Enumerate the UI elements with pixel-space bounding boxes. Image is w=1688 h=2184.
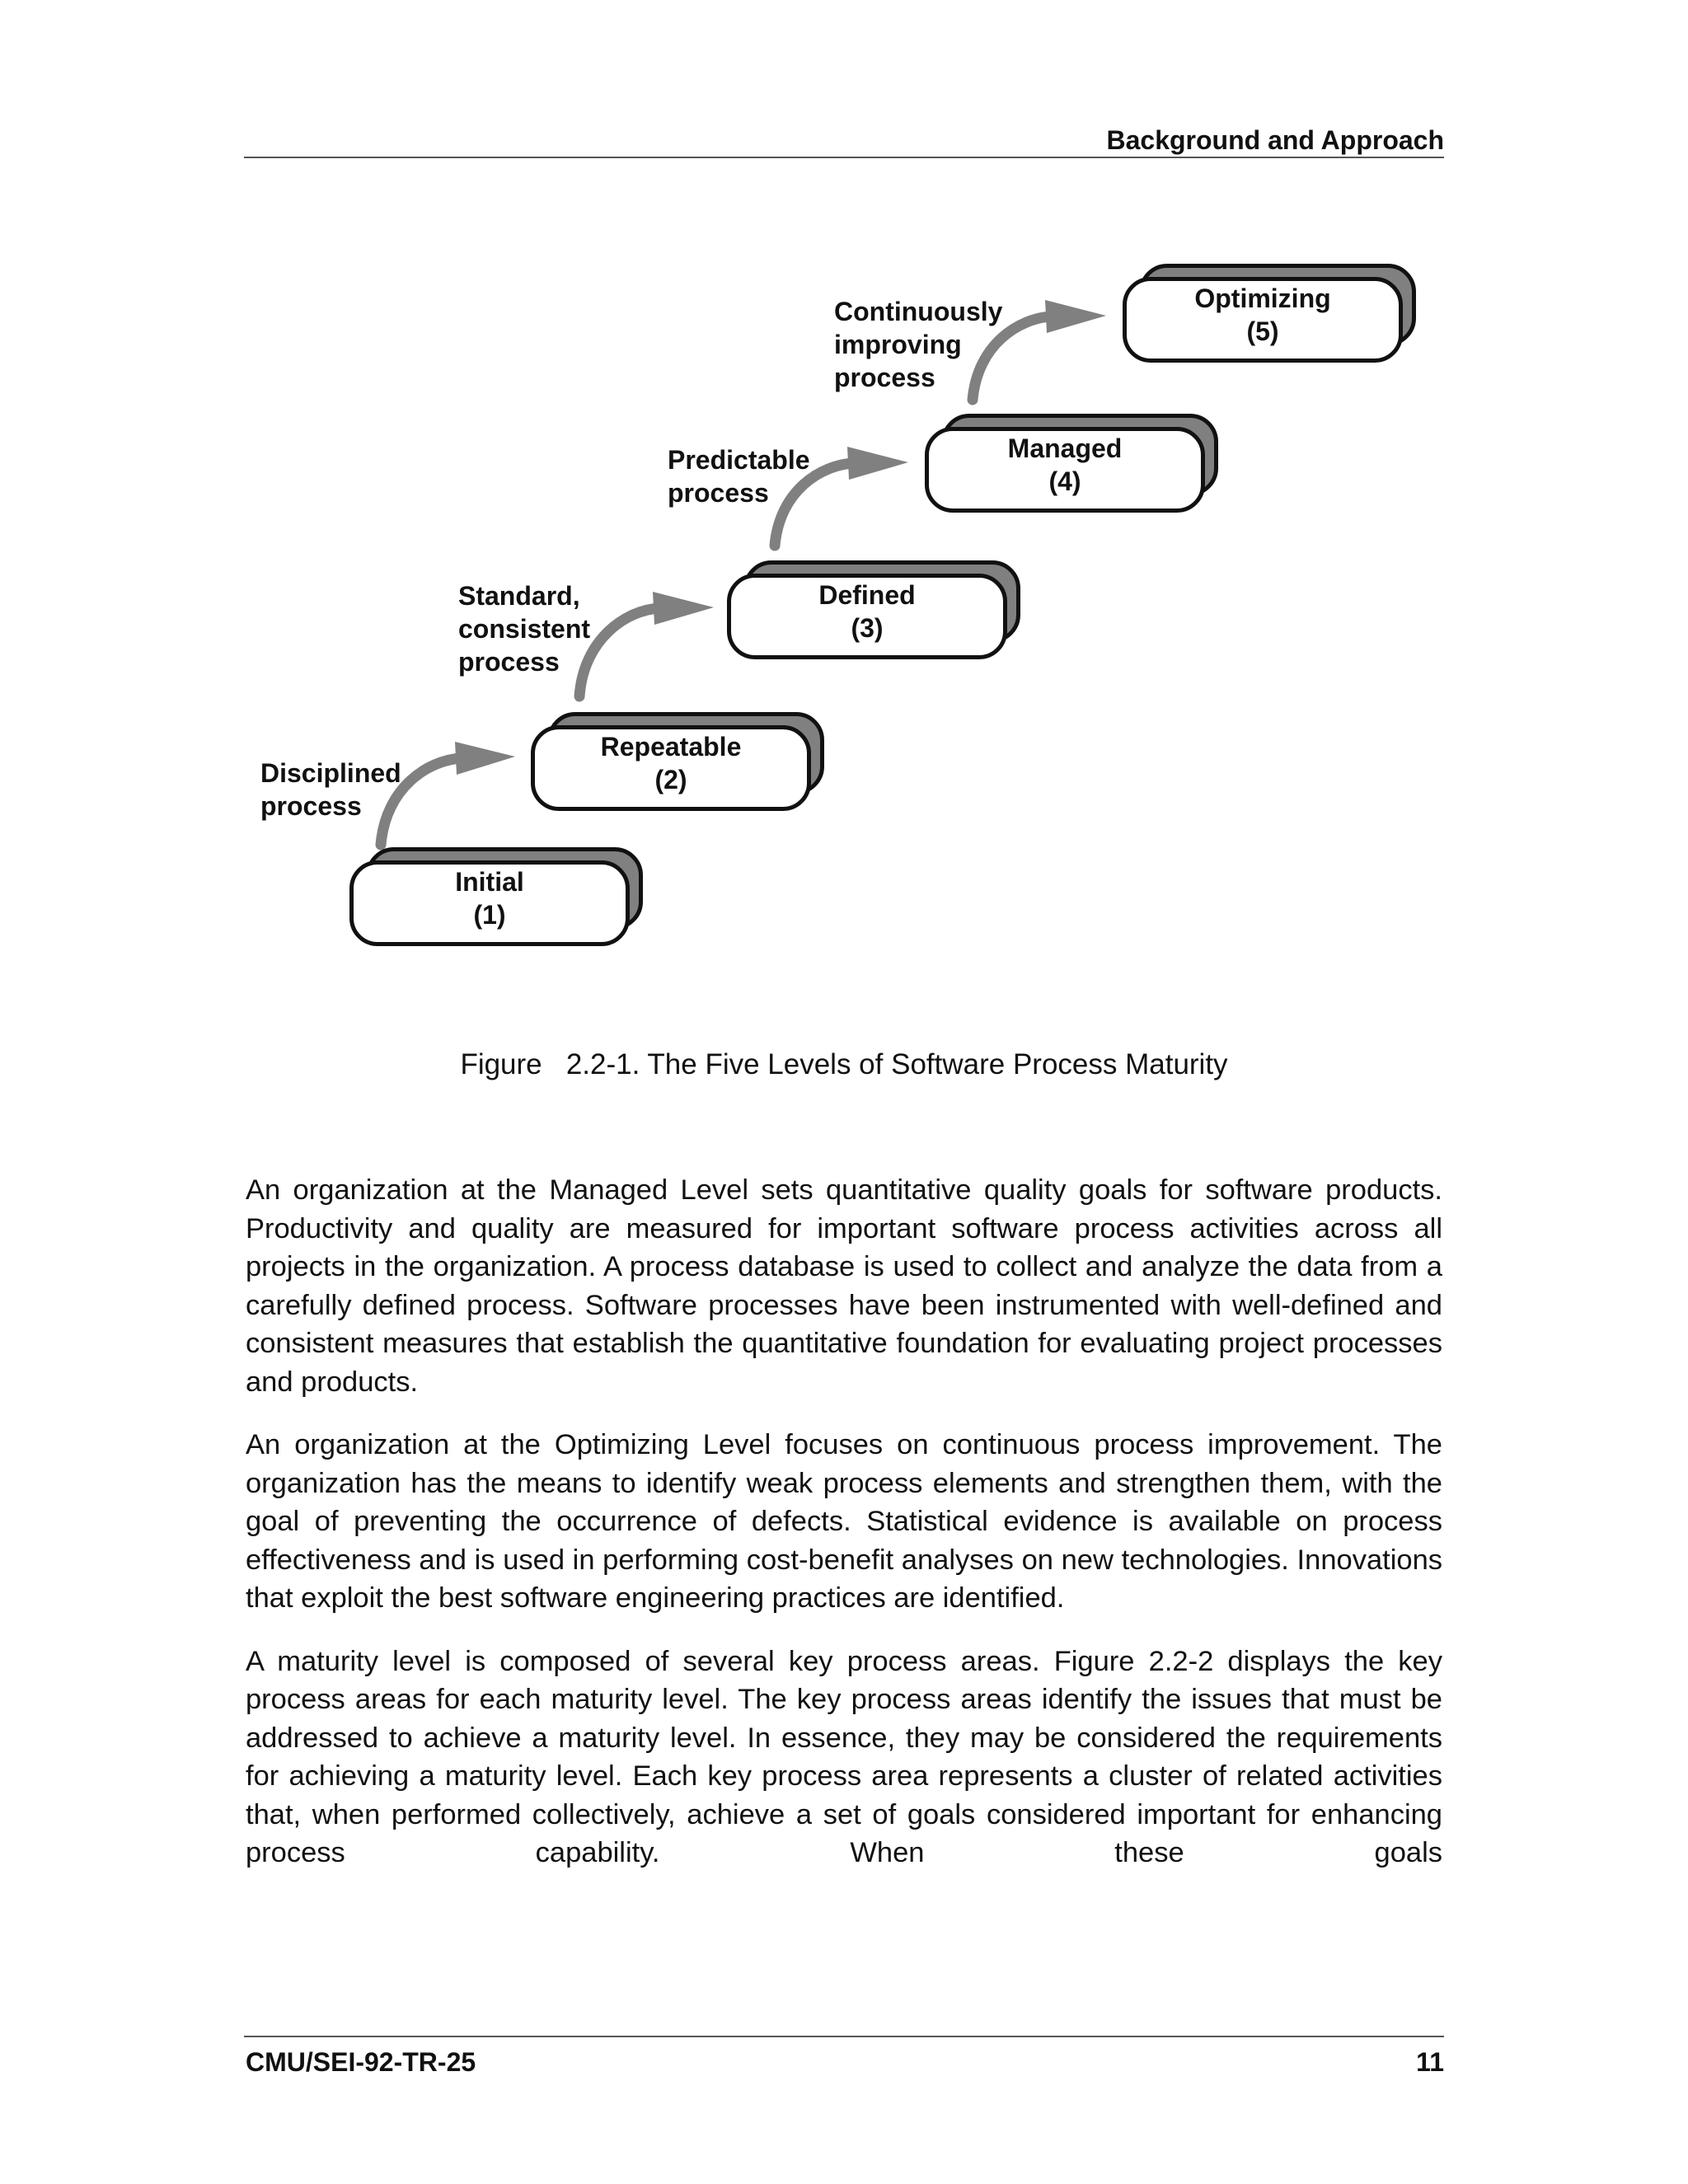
level-number: (3) xyxy=(851,613,884,643)
arrow-2-to-3 xyxy=(579,608,659,696)
level-name: Optimizing xyxy=(1194,284,1331,313)
paragraph: A maturity level is composed of several key process areas. Figure 2.2-2 displays the key process areas for each maturity level. The key process areas identify the issues that must be addressed to achieve a maturity level. In essence, they may be considered the requirements for achieving a maturity level. Each key process area represents a cluster of related activities that, when performed collectively, achieve a set of goals considered important for enhancing process capability. When these goals xyxy=(246,1645,1442,1868)
level-name: Managed xyxy=(1007,434,1123,463)
transition-label-predictable: Predictable process xyxy=(668,445,810,508)
maturity-level-initial xyxy=(349,860,630,946)
figure-caption: Figure 2.2-1. The Five Levels of Software Process Maturity xyxy=(460,1048,1228,1080)
level-number: (2) xyxy=(654,765,687,794)
arrowhead-4-to-5 xyxy=(1045,300,1106,333)
transition-label-standard: Standard, consistent process xyxy=(458,581,591,677)
transition-label-continuously: Continuously improving process xyxy=(834,297,1003,392)
arrowhead-3-to-4 xyxy=(847,447,908,480)
level-name: Initial xyxy=(455,867,524,897)
maturity-level-repeatable xyxy=(531,725,811,811)
transition-label-disciplined: Disciplined process xyxy=(260,758,401,821)
maturity-levels-figure xyxy=(0,0,1688,1038)
level-name: Defined xyxy=(818,580,916,610)
level-number: (4) xyxy=(1048,466,1081,496)
page-number: 11 xyxy=(1416,2047,1444,2077)
level-name: Repeatable xyxy=(600,732,742,762)
footer-rule xyxy=(244,2036,1444,2037)
transition-arrows xyxy=(0,0,1688,1038)
maturity-level-optimizing xyxy=(1123,277,1403,363)
paragraph: An organization at the Managed Level sets quantitative quality goals for software products. Productivity and quality are measured for important software process activities across all projects in the organization. A process database is used to collect and analyze the data from a carefully defined process. Software processes have been instrumented with well-defined and consistent measures that establish the quantitative foundation for evaluating project processes and products. xyxy=(246,1174,1442,1398)
running-head: Background and Approach xyxy=(1106,125,1444,155)
arrowhead-2-to-3 xyxy=(653,592,714,625)
maturity-level-defined xyxy=(727,574,1007,659)
paragraph: An organization at the Optimizing Level focuses on continuous process improvement. The organization has the means to identify weak process elements and strengthen them, with the goal of preventing the occurrence of defects. Statistical evidence is available on process effectiveness and is used in performing cost-benefit analyses on new technologies. Innovations that exploit the best software engineering practices are identified. xyxy=(246,1429,1442,1614)
body-text xyxy=(246,1171,1442,1897)
level-number: (5) xyxy=(1246,316,1279,346)
level-number: (1) xyxy=(473,900,506,930)
report-id: CMU/SEI-92-TR-25 xyxy=(246,2047,476,2077)
arrowhead-1-to-2 xyxy=(455,742,515,775)
maturity-level-managed xyxy=(925,427,1205,513)
